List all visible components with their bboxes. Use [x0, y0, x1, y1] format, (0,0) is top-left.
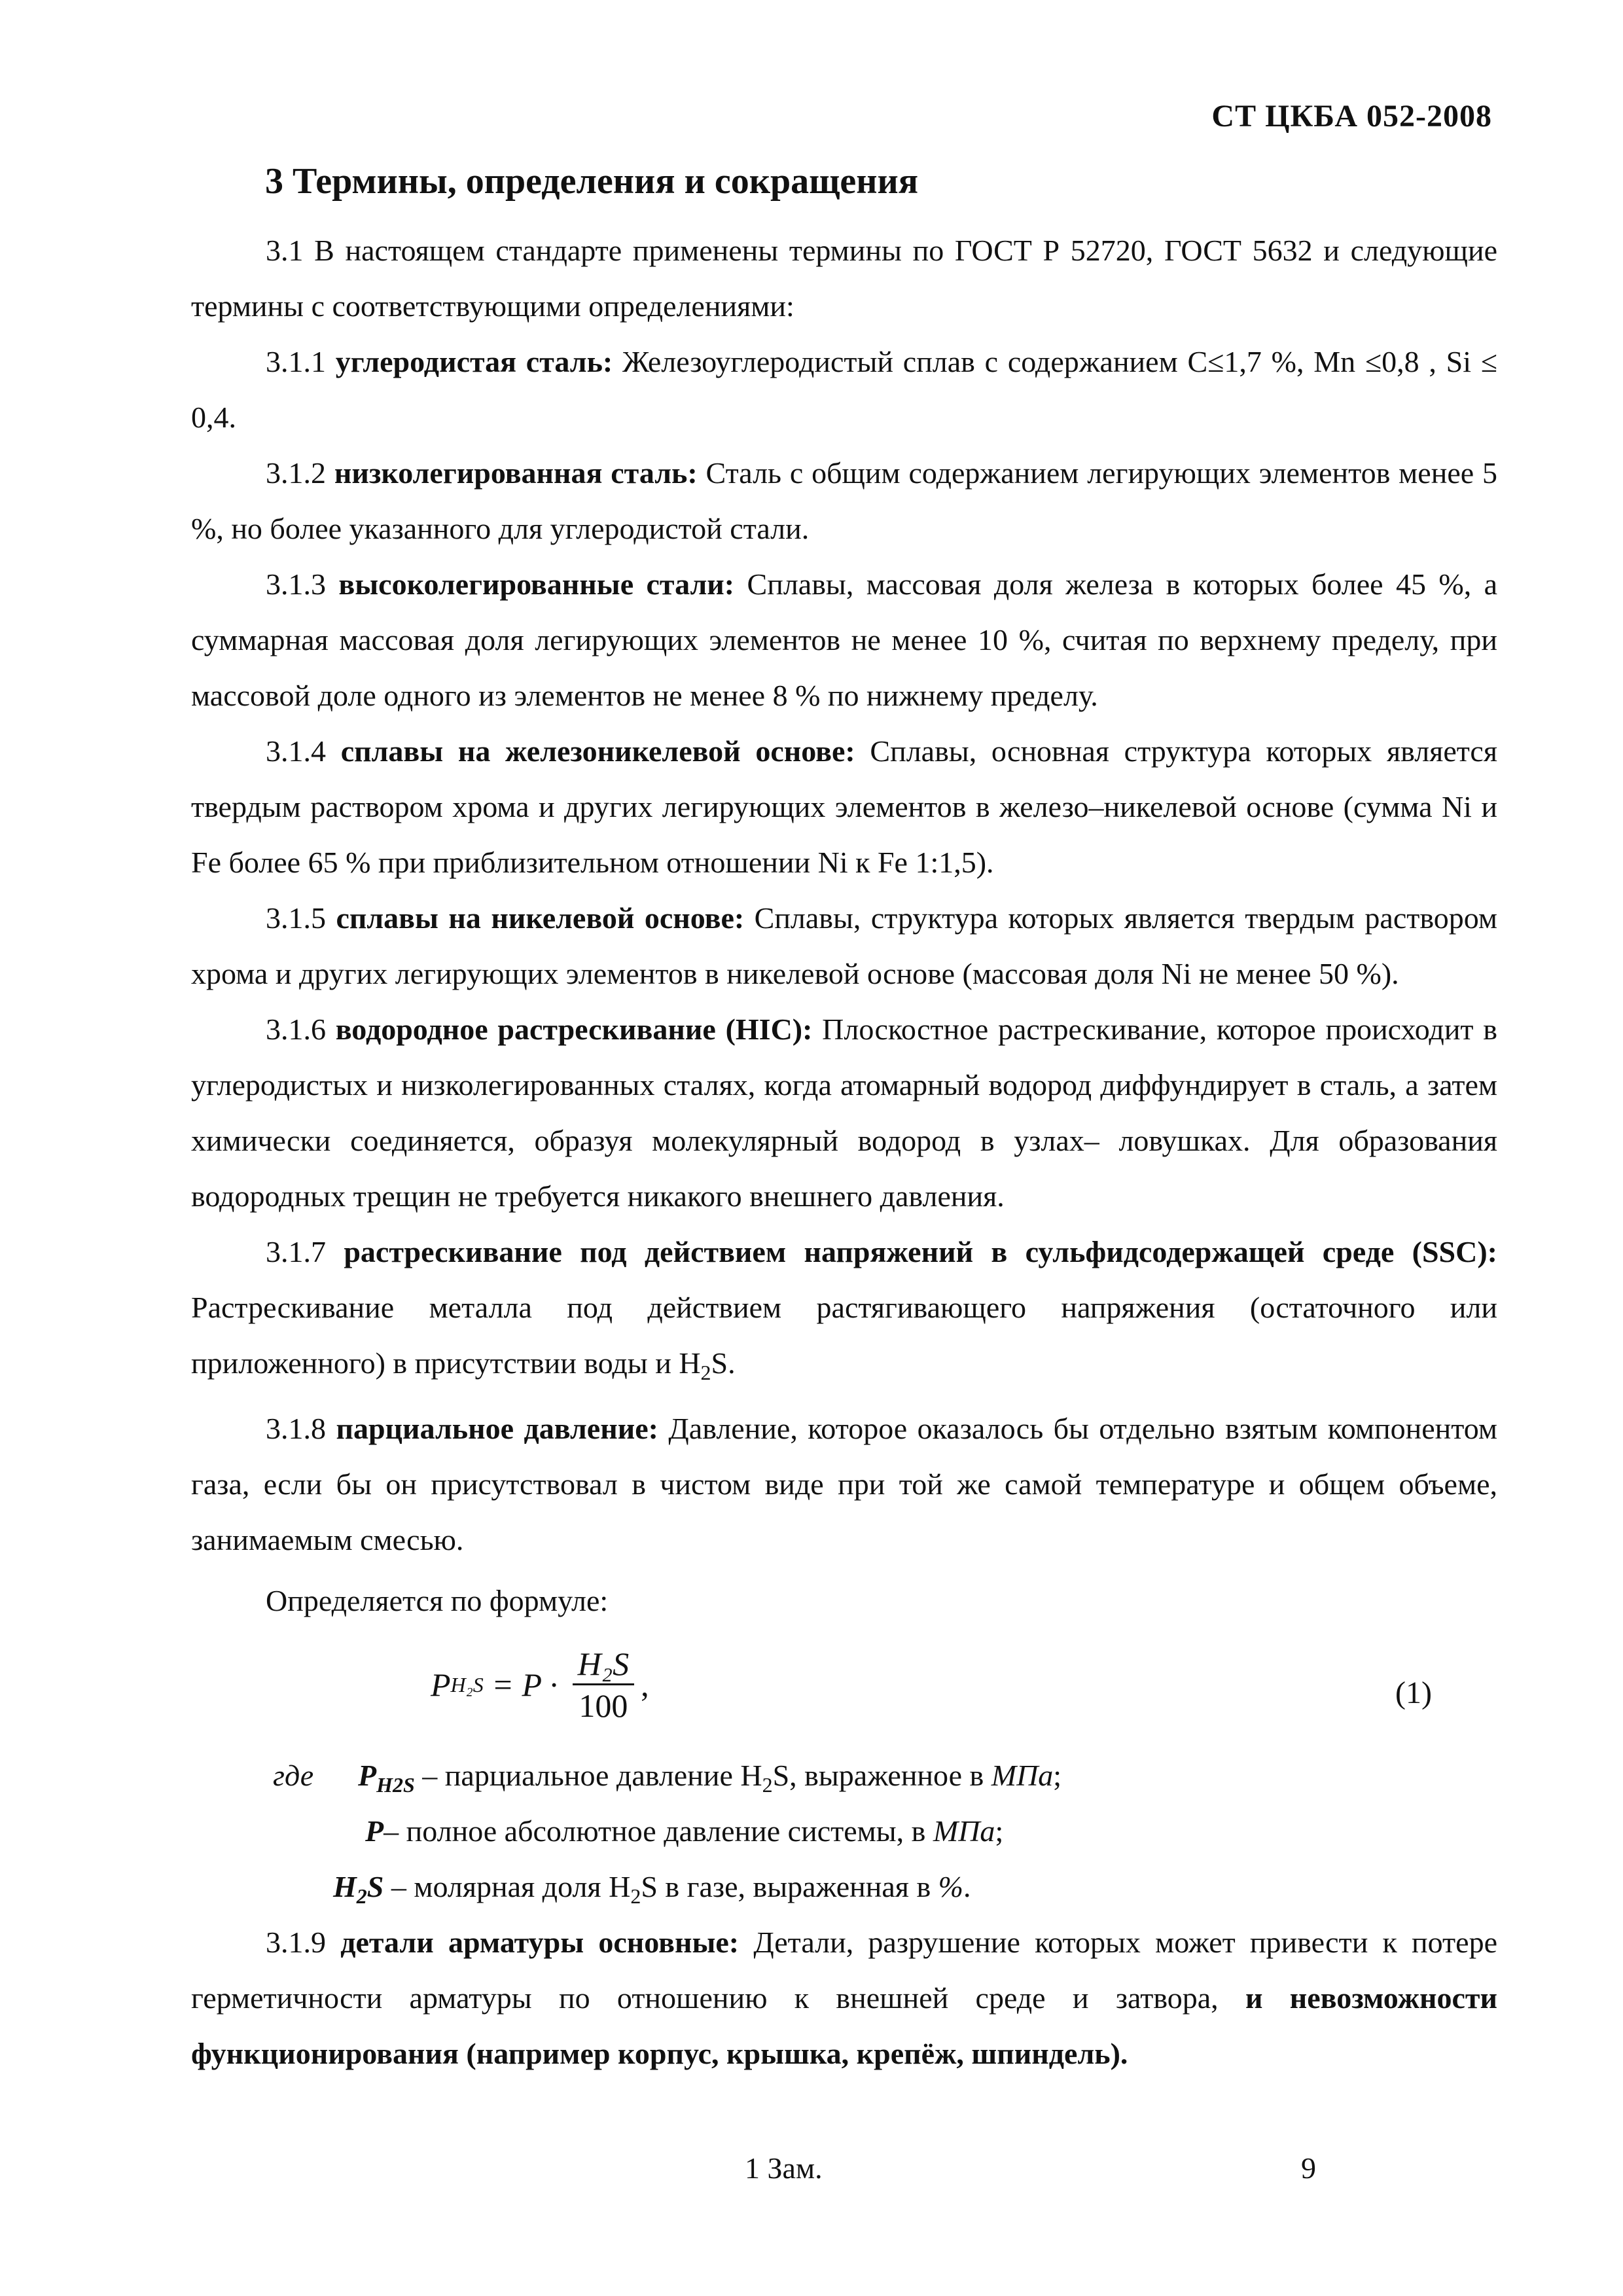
formula-fraction: $\frac{\text{H₂S}}{100}$: [573, 1644, 635, 1726]
formula-intro: Определяется по формуле:: [266, 1584, 609, 1617]
paragraph-3-1-8: 3.1.8 парциальное давление: Давление, которое оказалось бы отдельно взятым компонентом газа, если бы он присутствовал в чистом виде при той же самой температуре и общем объеме, занимаемым смесью.: [191, 1412, 1498, 1556]
paragraph-3-1-3: 3.1.3 высоколегированные стали: Сплавы, массовая доля железа в которых более 45 %, а суммарная массовая доля легирующих элементов не менее 10 %, считая по верхнему пределу, при массовой доле одного из элементов не менее 8 % по нижнему пределу.: [191, 567, 1498, 712]
term: парциальное давление:: [336, 1412, 658, 1445]
change-note: 1 Зам.: [745, 2151, 823, 2185]
document-body: [191, 223, 1497, 2081]
paragraph-3-1-7: 3.1.7 растрескивание под действием напряжений в сульфидсодержащей среде (SSC): Растрескивание металла под действием растягивающего напряжения (остаточного или приложенного) в присутствии воды и $H_2S$.: [191, 1235, 1497, 1384]
paragraph-3-1-5: 3.1.5 сплавы на никелевой основе: Сплавы, структура которых является твердым раствором хрома и других легирующих элементов в никелевой основе (массовая доля Ni не менее 50 %).: [191, 901, 1498, 990]
term: сплавы на никелевой основе:: [336, 901, 745, 935]
term: сплавы на железоникелевой основе:: [340, 734, 855, 768]
where-row-3: $H_2S$ – молярная доля $H_2S$ в газе, выраженная в %.: [333, 1870, 971, 1908]
paragraph-3-1-4: 3.1.4 сплавы на железоникелевой основе: Сплавы, основная структура которых является твердым раствором хрома и других легирующих элементов в железо–никелевой основе (сумма Ni и Fe более 65 % при приблизительном отношении Ni к Fe 1:1,5).: [191, 734, 1497, 879]
where-label: где: [273, 1759, 314, 1792]
paragraph-3-1-9: 3.1.9 детали арматуры основные: Детали, разрушение которых может привести к потере герметичности арматуры по отношению к внешней среде и затвора, и невозможности функционирования (например корпус, крышка, крепёж, шпиндель).: [191, 1926, 1497, 2070]
where-row-2: P– полное абсолютное давление системы, в МПа;: [365, 1814, 1004, 1848]
page-number: 9: [1301, 2151, 1316, 2185]
document-code: СТ ЦКБА 052-2008: [1211, 99, 1492, 134]
term: углеродистая сталь:: [335, 345, 613, 378]
paragraph-3-1-1: 3.1.1 углеродистая сталь: Железоуглеродистый сплав с содержанием С≤1,7 %, Mn ≤0,8 , Si ≤ 0,4.: [191, 345, 1498, 434]
paragraph-3-1: 3.1 В настоящем стандарте применены термины по ГОСТ Р 52720, ГОСТ 5632 и следующие термины с соответствующими определениями:: [191, 234, 1497, 323]
term: водородное растрескивание (HIC):: [335, 1013, 813, 1046]
section-title: 3 Термины, определения и сокращения: [265, 161, 919, 202]
formula-row: [191, 1631, 1497, 1748]
paragraph-3-1-2: 3.1.2 низколегированная сталь: Сталь с общим содержанием легирующих элементов менее 5 %, но более указанного для углеродистой стали.: [191, 456, 1497, 545]
term: высоколегированные стали:: [338, 567, 735, 601]
partial-pressure-formula: P H₂S = P · $\frac{\text{H₂S}}{100}$ ,: [431, 1644, 649, 1726]
equation-number: (1): [1395, 1676, 1432, 1710]
paragraph-3-1-6: 3.1.6 водородное растрескивание (HIC): Плоскостное растрескивание, которое происходит в углеродистых и низколегированных сталях, когда атомарный водород диффундирует в сталь, а затем химически соединяется, образуя молекулярный водород в узлах– ловушках. Для образования водородных трещин не требуется никакого внешнего давления.: [191, 1013, 1498, 1213]
term: низколегированная сталь:: [334, 456, 698, 490]
where-row-1: где $P_{H2S}$ – парциальное давление $H_2S$, выраженное в МПа;: [191, 1748, 1497, 1803]
term: детали арматуры основные:: [340, 1926, 740, 1959]
term: растрескивание под действием напряжений в сульфидсодержащей среде (SSC):: [344, 1235, 1497, 1268]
